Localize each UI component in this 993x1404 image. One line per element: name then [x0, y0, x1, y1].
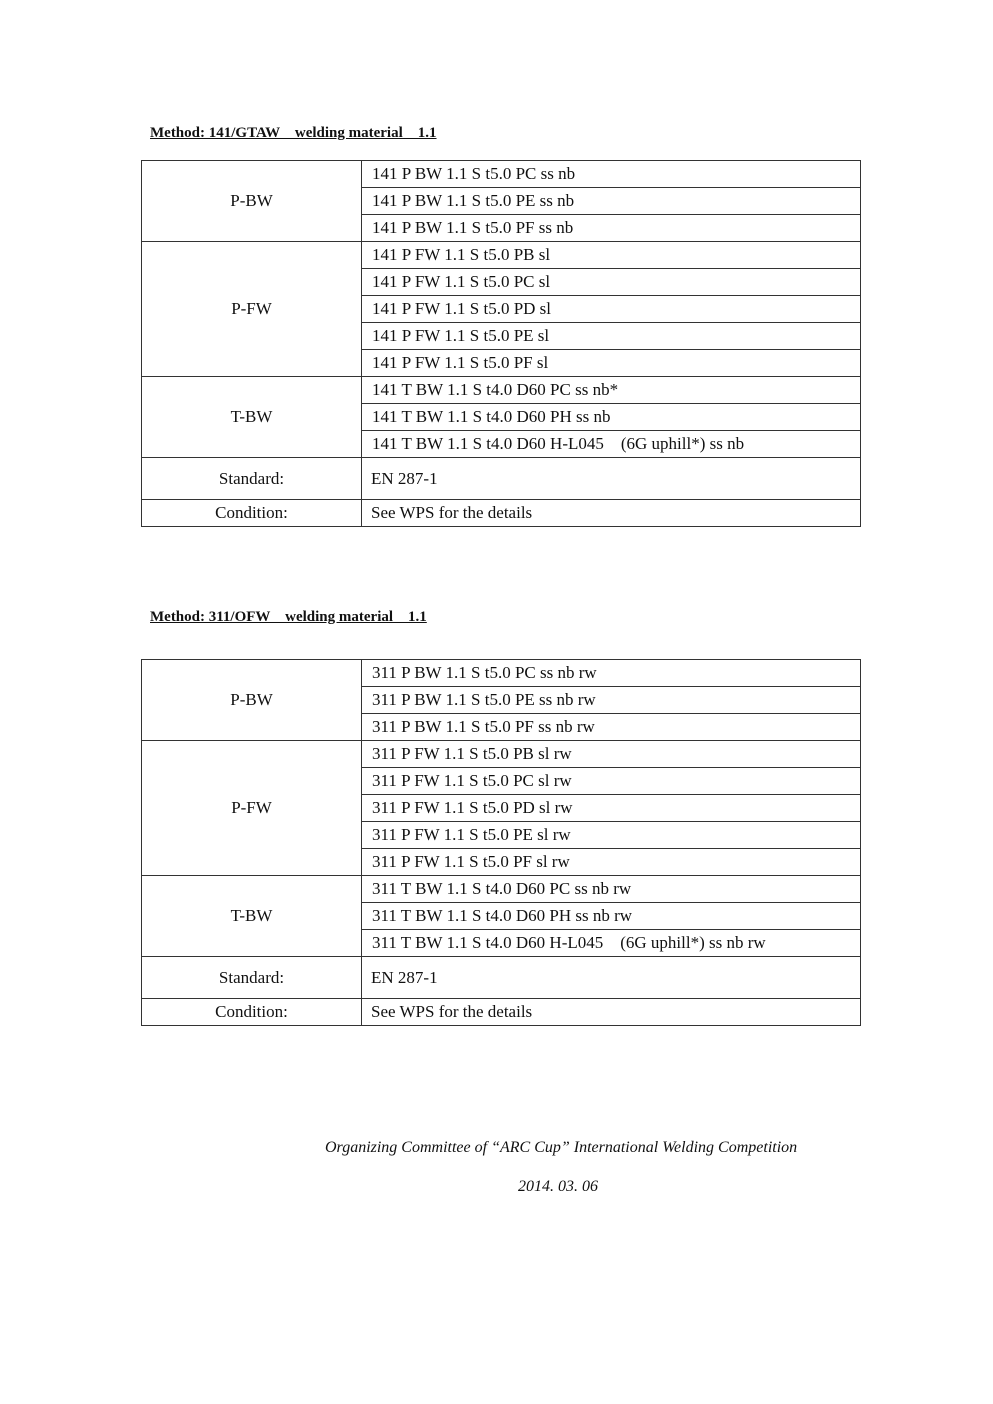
- code-cell: 311 P BW 1.1 S t5.0 PE ss nb rw: [362, 687, 861, 714]
- standard-label: Standard:: [142, 458, 362, 500]
- welding-table-141: [141, 160, 861, 527]
- welding-table-311: [141, 659, 861, 1026]
- code-cell: 311 P FW 1.1 S t5.0 PC sl rw: [362, 768, 861, 795]
- condition-value: See WPS for the details: [362, 999, 861, 1026]
- condition-row: [142, 999, 861, 1026]
- code-cell: 311 P FW 1.1 S t5.0 PF sl rw: [362, 849, 861, 876]
- table-row: [142, 741, 861, 768]
- table-row: [142, 242, 861, 269]
- table-row: [142, 876, 861, 903]
- code-cell: 311 T BW 1.1 S t4.0 D60 PC ss nb rw: [362, 876, 861, 903]
- group-label-t-bw: T-BW: [142, 876, 362, 957]
- code-cell: 311 P BW 1.1 S t5.0 PF ss nb rw: [362, 714, 861, 741]
- code-cell: 311 T BW 1.1 S t4.0 D60 H-L045 (6G uphill*) ss nb rw: [362, 930, 861, 957]
- code-cell: 311 P BW 1.1 S t5.0 PC ss nb rw: [362, 660, 861, 687]
- code-cell: 311 P FW 1.1 S t5.0 PE sl rw: [362, 822, 861, 849]
- code-cell: 311 P FW 1.1 S t5.0 PB sl rw: [362, 741, 861, 768]
- group-label-p-fw: P-FW: [142, 242, 362, 377]
- standard-row: [142, 957, 861, 999]
- table-row: [142, 660, 861, 687]
- code-cell: 141 T BW 1.1 S t4.0 D60 H-L045 (6G uphill*) ss nb: [362, 431, 861, 458]
- document-date: 2014. 03. 06: [518, 1178, 598, 1195]
- group-label-p-fw: P-FW: [142, 741, 362, 876]
- table-row: [142, 161, 861, 188]
- organizer-signature: Organizing Committee of “ARC Cup” International Welding Competition: [325, 1139, 798, 1156]
- code-cell: 141 P FW 1.1 S t5.0 PF sl: [362, 350, 861, 377]
- code-cell: 141 T BW 1.1 S t4.0 D60 PC ss nb*: [362, 377, 861, 404]
- code-cell: 141 P BW 1.1 S t5.0 PC ss nb: [362, 161, 861, 188]
- code-cell: 141 P BW 1.1 S t5.0 PE ss nb: [362, 188, 861, 215]
- condition-value: See WPS for the details: [362, 500, 861, 527]
- condition-row: [142, 500, 861, 527]
- standard-value: EN 287-1: [362, 458, 861, 500]
- code-cell: 141 P FW 1.1 S t5.0 PE sl: [362, 323, 861, 350]
- group-label-t-bw: T-BW: [142, 377, 362, 458]
- code-cell: 311 P FW 1.1 S t5.0 PD sl rw: [362, 795, 861, 822]
- group-label-p-bw: P-BW: [142, 161, 362, 242]
- table-row: [142, 377, 861, 404]
- code-cell: 311 T BW 1.1 S t4.0 D60 PH ss nb rw: [362, 903, 861, 930]
- standard-row: [142, 458, 861, 500]
- code-cell: 141 P FW 1.1 S t5.0 PD sl: [362, 296, 861, 323]
- code-cell: 141 P BW 1.1 S t5.0 PF ss nb: [362, 215, 861, 242]
- standard-label: Standard:: [142, 957, 362, 999]
- standard-value: EN 287-1: [362, 957, 861, 999]
- section-heading-141-gtaw: Method: 141/GTAW welding material 1.1: [150, 125, 437, 141]
- code-cell: 141 P FW 1.1 S t5.0 PC sl: [362, 269, 861, 296]
- code-cell: 141 T BW 1.1 S t4.0 D60 PH ss nb: [362, 404, 861, 431]
- condition-label: Condition:: [142, 999, 362, 1026]
- code-cell: 141 P FW 1.1 S t5.0 PB sl: [362, 242, 861, 269]
- section-heading-311-ofw: Method: 311/OFW welding material 1.1: [150, 609, 427, 625]
- condition-label: Condition:: [142, 500, 362, 527]
- group-label-p-bw: P-BW: [142, 660, 362, 741]
